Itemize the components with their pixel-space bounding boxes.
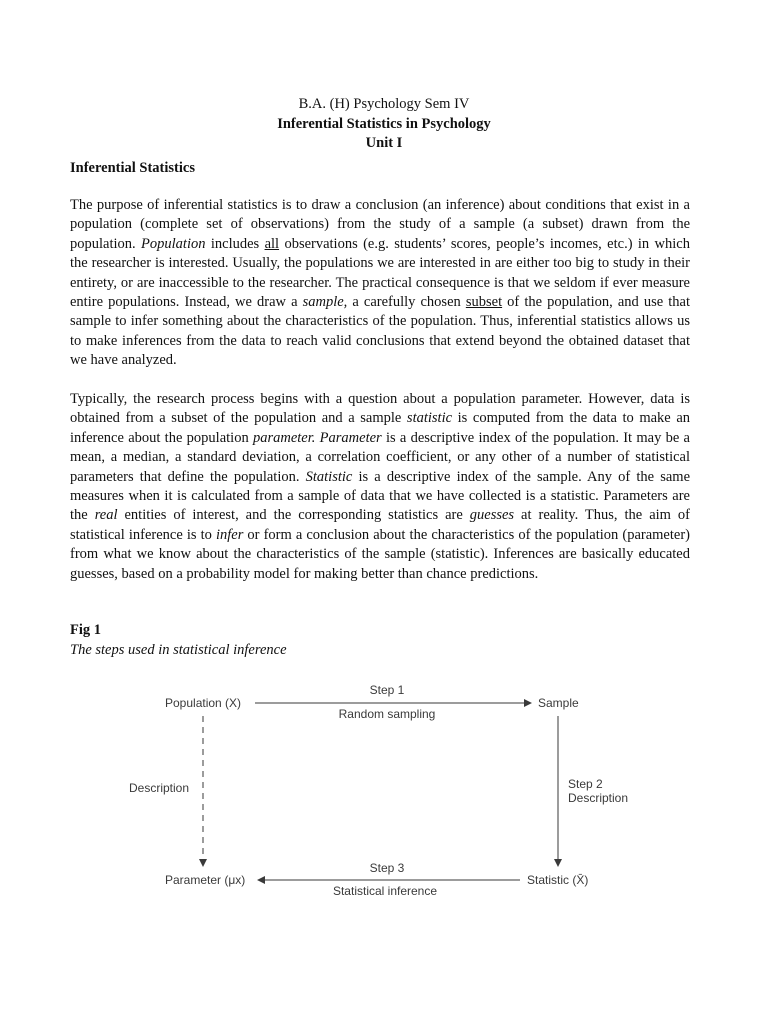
p2-statistic-term-2: Statistic [305,468,353,485]
p2-guesses-term: guesses [469,507,515,524]
p1-sample-term: sample, [302,294,348,311]
unit-heading: Unit I [365,135,403,151]
figure-label: Fig 1 [70,622,102,638]
step3-label: Step 3 [369,861,405,875]
p2-real-term: real [94,507,118,524]
step1-description: Random sampling [338,707,436,721]
p1-text-4: a carefully chosen [347,294,466,311]
p2-statistic-term: statistic [406,410,453,427]
p1-text-3: observations (e.g. students’ scores, people’s incomes, etc.) in which the researcher is interested. Usually, the populations we are interested in are either too big to study in their entirety, or are inaccessible to the researcher. The practical consequence is that we seldom if ever measure entire populations. Instead, we draw a [70,235,690,311]
population-node: Population (X) [165,696,242,710]
paragraph-research-process [70,390,690,584]
section-title: Inferential Statistics [70,160,195,176]
p2-parameter-term: parameter. Parameter [252,429,382,446]
sample-node: Sample [538,696,579,710]
p2-text-3: is a descriptive index of the population. It may be a mean, a median, a standard deviation, a correlation coefficient, or any other of a number of statistical parameters that define the population. [70,429,690,485]
p2-text-7: or form a conclusion about the characteristics of the population (parameter) from what we know about the characteristics of the sample (statistic). Inferences are basically educated guesses, based on a probability model for making better than chance predictions. [70,526,690,582]
p1-population-term: Population [141,235,206,252]
step1-label: Step 1 [369,683,405,697]
p1-text-2: includes [205,235,265,252]
step3-description: Statistical inference [332,884,438,898]
left-description-label: Description [129,781,190,795]
document-title: Inferential Statistics in Psychology [277,116,491,132]
p2-text-2: is computed from the data to make an inference about the population [70,410,690,446]
step2-label: Step 2 [568,777,603,791]
course-heading: B.A. (H) Psychology Sem IV [298,96,470,112]
p2-infer-term: infer [215,526,244,543]
figure-caption: The steps used in statistical inference [70,642,287,658]
p2-text-1: Typically, the research process begins with a question about a population parameter. However, data is obtained from a subset of the population and a sample [70,391,690,427]
p1-subset-term: subset [465,294,503,311]
step2-description: Description [568,791,629,805]
p2-text-4: is a descriptive index of the sample. Any of the same measures when it is calculated from a sample of data that we have collected is a statistic. Parameters are the [70,468,690,524]
p1-text-5: of the population, and use that sample to infer something about the characteristics of the population. Thus, inferential statistics allows us to make inferences from the data to reach valid conclusions that extend beyond the obtained dataset that we have analyzed. [70,294,690,369]
statistic-node: Statistic (X̄) [527,873,589,887]
p1-text-1: The purpose of inferential statistics is to draw a conclusion (an inference) about conditions that exist in a population (complete set of observations) from the study of a sample (a subset) drawn from the population. [70,197,690,252]
paragraph-purpose [70,196,690,371]
p2-text-6: at reality. Thus, the aim of statistical inference is to [70,507,690,543]
p1-all-term: all [264,235,280,252]
p2-text-5: entities of interest, and the corresponding statistics are [117,507,470,524]
parameter-node: Parameter (μx) [165,873,246,887]
